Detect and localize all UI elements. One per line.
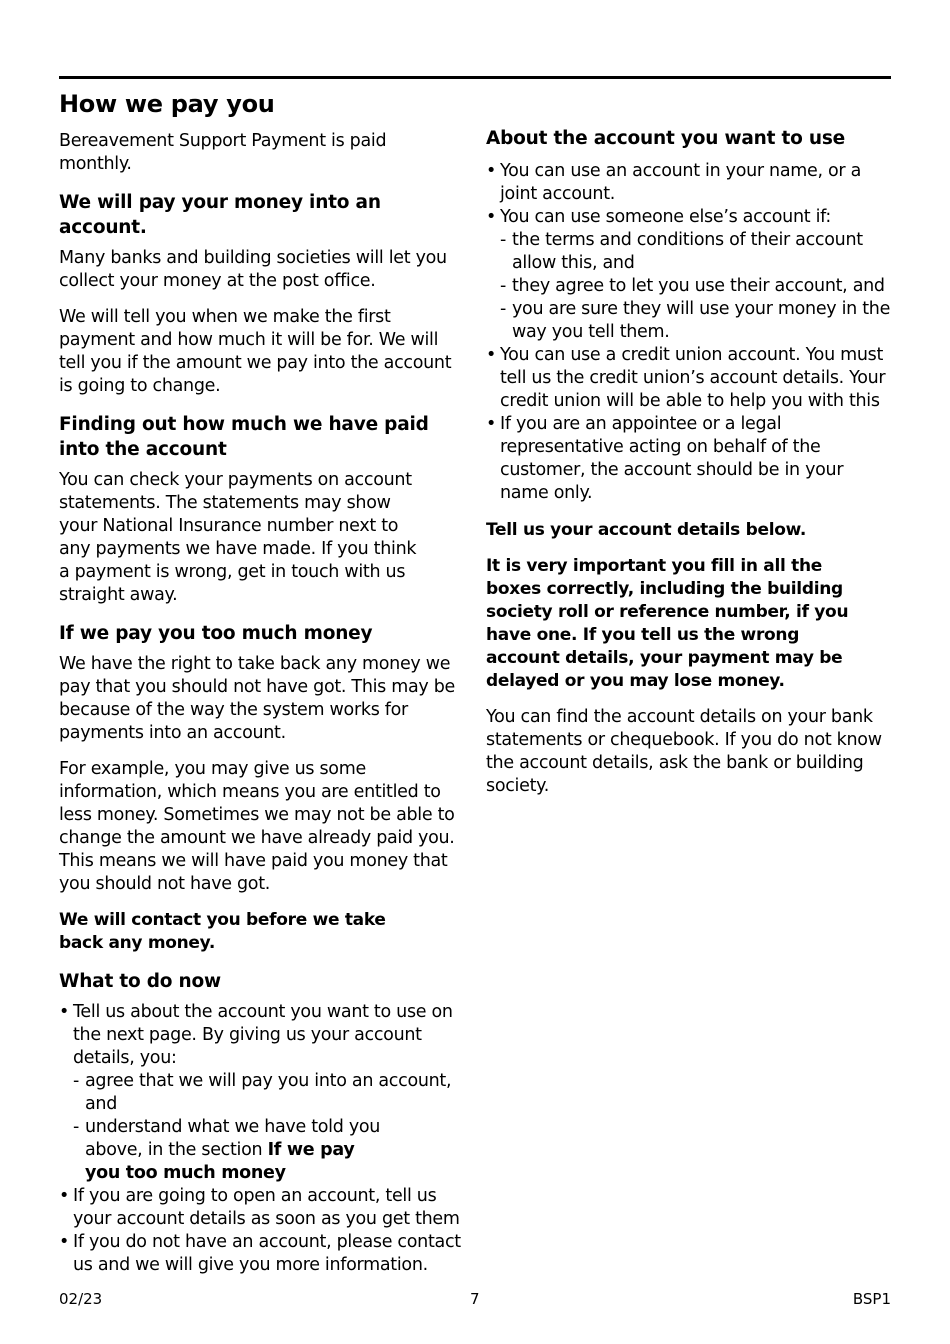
left-column [59,88,469,1277]
list-item: • If you are an appointee or a legal representative acting on behalf of the customer, the account should be in your name only. [486,413,860,505]
right-column [486,126,896,798]
list-item: • Tell us about the account you want to use on the next page. By giving us your account details, you: [59,1001,469,1070]
intro-text: Bereavement Support Payment is paid monthly. [59,131,387,174]
contact-notice: We will contact you before we take back any money. [59,910,386,953]
list-sub-item-text: understand what we have told you above, in the section [85,1117,381,1160]
account-paragraph-2: We will tell you when we make the first payment and how much it will be for. We will tell you if the amount we pay into the account is going to change. [59,307,452,396]
account-heading: We will pay your money into an account. [59,192,381,238]
list-sub-item: - the terms and conditions of their account allow this, and [486,229,896,275]
list-sub-item: - they agree to let you use their account, and [486,275,896,298]
list-item: • If you do not have an account, please contact us and we will give you more information. [59,1231,469,1277]
overpay-paragraph-2: For example, you may give us some information, which means you are entitled to less money. Sometimes we may not be able to change the amount we have already paid you. This means we will have paid you money that you should not have got. [59,759,455,894]
what-to-do-list [59,1001,469,1277]
about-account-heading: About the account you want to use [486,128,846,149]
important-notice: It is very important you fill in all the boxes correctly, including the building society roll or reference number, if you have one. If you tell us the wrong account details, your payment may be delayed or you may lose money. [486,556,849,691]
account-paragraph-1: Many banks and building societies will let you collect your money at the post office. [59,248,447,291]
find-details-paragraph: You can find the account details on your bank statements or chequebook. If you do not know the account details, ask the bank or building society. [486,707,882,796]
footer-date: 02/23 [59,1290,103,1308]
list-sub-item: - you are sure they will use your money in the way you tell them. [486,298,896,344]
page-title: How we pay you [59,90,275,118]
list-sub-item: - agree that we will pay you into an account, and [59,1070,469,1116]
top-rule [59,76,891,79]
about-account-list [486,160,896,505]
what-to-do-heading: What to do now [59,971,221,992]
list-item: • You can use an account in your name, or a joint account. [486,160,896,206]
finding-paragraph: You can check your payments on account statements. The statements may show your National Insurance number next to any payments we have made. If you think a payment is wrong, get in touch with us straight away. [59,470,417,605]
overpay-paragraph-1: We have the right to take back any money we pay that you should not have got. This may be because of the way the system works for payments into an account. [59,654,456,743]
footer-form-code: BSP1 [852,1290,891,1308]
footer-page-number: 7 [470,1290,480,1308]
tell-us-notice: Tell us your account details below. [486,520,807,540]
overpay-heading: If we pay you too much money [59,623,373,644]
finding-heading: Finding out how much we have paid into the account [59,414,429,460]
list-item: • If you are going to open an account, tell us your account details as soon as you get them [59,1185,469,1231]
list-sub-item [59,1116,385,1185]
list-item: • You can use a credit union account. You must tell us the credit union’s account details. Your credit union will be able to help you with this [486,344,896,413]
list-sub-item-bold: If we pay you too much money [85,1140,355,1183]
list-item: • You can use someone else’s account if: [486,206,896,229]
